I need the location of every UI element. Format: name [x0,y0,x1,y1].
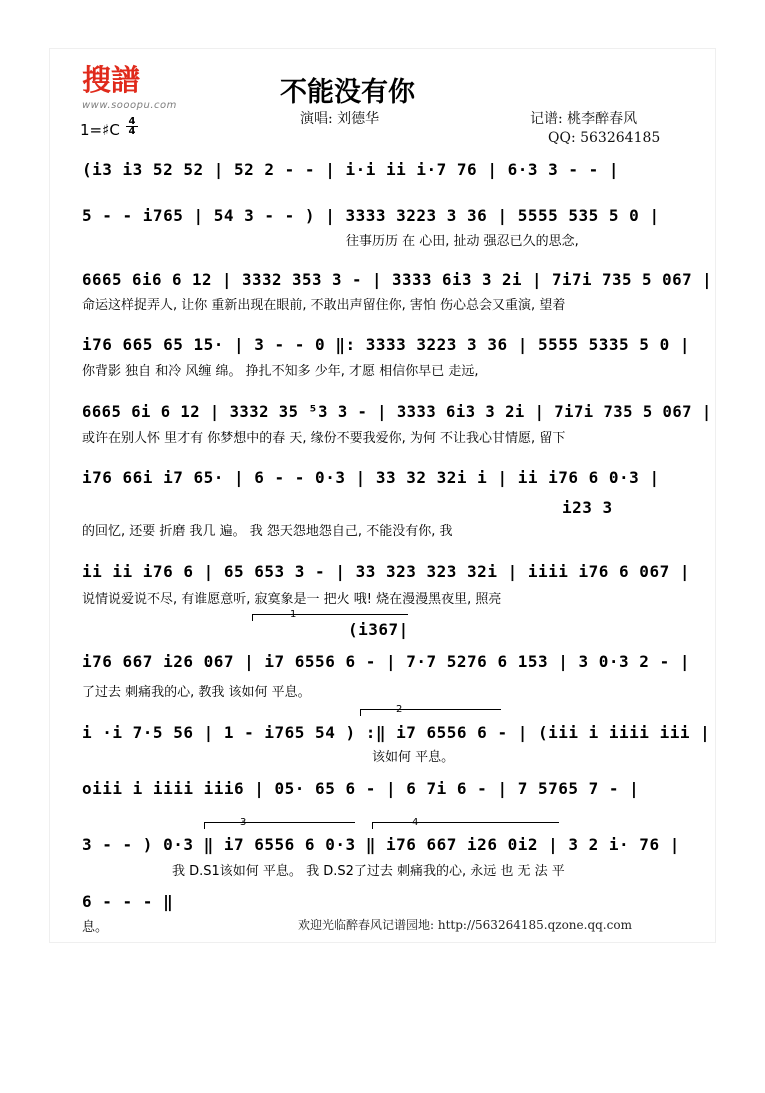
qq-contact: QQ: 563264185 [548,130,661,146]
time-signature-bottom: 4 [126,126,138,136]
notation-line-9: i ·i 7·5 56 | 1 - i765 54 ) :‖ i7 6556 6 - | (iii i iiii iii | [82,723,711,742]
ending-bracket-2 [360,709,501,716]
notation-line-1: (i3 i3 52 52 | 52 2 - - | i·i ii i·7 76 | 6·3 3 - - | [82,160,620,179]
ending-number-3: 3 [240,817,247,828]
notation-line-12: 6 - - - ‖ [82,892,174,911]
notation-line-4: i76 665 65 15· | 3 - - 0 ‖: 3333 3223 3 36 | 5555 5335 5 0 | [82,335,690,354]
ending-number-1: 1 [290,609,297,620]
notation-line-5: 6665 6i 6 12 | 3332 35 ⁵3 3 - | 3333 6i3 3 2i | 7i7i 735 5 067 | [82,402,712,421]
ending-number-4: 4 [412,817,419,828]
footer-credit: 欢迎光临醉春风记谱园地: http://563264185.qzone.qq.com [298,918,632,932]
lyrics-line-11: 我 D.S1该如何 平息。 我 D.S2了过去 刺痛我的心, 永远 也 无 法 平 [172,864,565,879]
ending-number-2: 2 [396,704,403,715]
site-logo [82,58,212,118]
notation-aside: (i367| [348,620,409,639]
lyrics-line-4: 你背影 独自 和冷 风缠 绵。 挣扎不知多 少年, 才愿 相信你早已 走远, [82,364,479,379]
key-signature: 1=♯C [80,121,120,139]
time-signature [126,117,138,136]
notation-line-10: oiii i iiii iii6 | 05· 65 6 - | 6 7i 6 - | 7 5765 7 - | [82,779,640,798]
song-title: 不能没有你 [280,77,415,108]
lyrics-line-12: 息。 [82,920,109,935]
ending-bracket-3 [204,822,355,829]
notation-line-8: i76 667 i26 067 | i7 6556 6 - | 7·7 5276 6 153 | 3 0·3 2 - | [82,652,690,671]
notation-line-2: 5 - - i765 | 54 3 - - ) | 3333 3223 3 36 | 5555 535 5 0 | [82,206,660,225]
transcriber-credit: 记谱: 桃李醉春风 [530,111,638,127]
notation-harmony: i23 3 [562,498,613,517]
time-signature-top: 4 [128,116,136,127]
lyrics-line-9: 该如何 平息。 [372,750,455,765]
lyrics-line-8: 了过去 刺痛我的心, 教我 该如何 平息。 [82,685,311,700]
logo-text: 搜譜 [82,63,141,97]
lyrics-line-3: 命运这样捉弄人, 让你 重新出现在眼前, 不敢出声留住你, 害怕 伤心总会又重演, 望着 [82,298,566,313]
notation-line-7: ii ii i76 6 | 65 653 3 - | 33 323 323 32i | iiii i76 6 067 | [82,562,690,581]
notation-line-6: i76 66i i7 65· | 6 - - 0·3 | 33 32 32i i | ii i76 6 0·3 | [82,468,660,487]
singer-credit: 演唱: 刘德华 [300,111,380,127]
lyrics-line-5: 或许在别人怀 里才有 你梦想中的春 天, 缘份不要我爱你, 为何 不让我心甘情愿, 留下 [82,431,566,446]
ending-bracket-4 [372,822,559,829]
lyrics-line-7: 说情说爱说不尽, 有谁愿意听, 寂寞象是一 把火 哦! 烧在漫漫黑夜里, 照亮 [82,592,502,607]
lyrics-line-6: 的回忆, 还要 折磨 我几 遍。 我 怨天怨地怨自己, 不能没有你, 我 [82,524,453,539]
lyrics-line-2: 往事历历 在 心田, 扯动 强忍已久的思念, [346,234,579,249]
notation-line-11: 3 - - ) 0·3 ‖ i7 6556 6 0·3 ‖ i76 667 i26 0i2 | 3 2 i· 76 | [82,835,680,854]
notation-line-3: 6665 6i6 6 12 | 3332 353 3 - | 3333 6i3 3 2i | 7i7i 735 5 067 | [82,270,713,289]
logo-url: www.sooopu.com [82,100,177,111]
score-sheet [50,49,715,942]
